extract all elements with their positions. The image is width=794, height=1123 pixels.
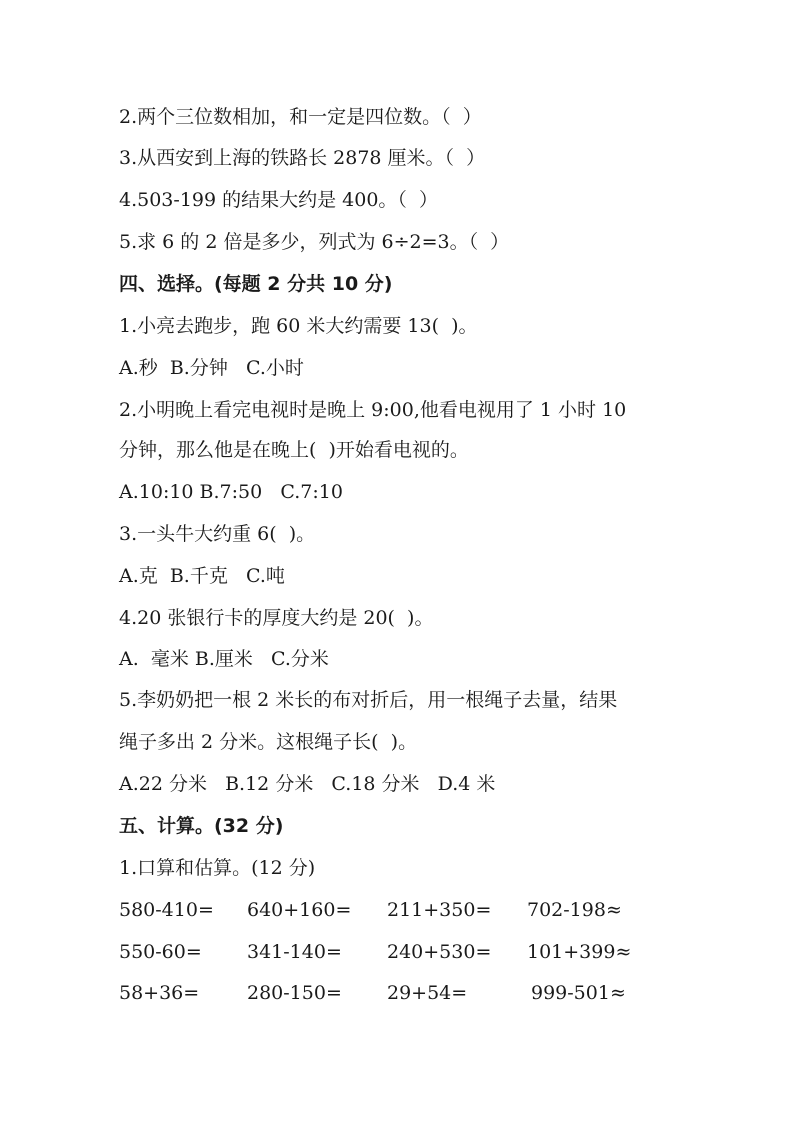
judge-item-5: 5.求 6 的 2 倍是多少，列式为 6÷2=3。（ ） bbox=[119, 231, 510, 253]
calc-cell: 58+36= bbox=[119, 982, 200, 1004]
choice-question-1: 1.小亮去跑步，跑 60 米大约需要 13( )。 bbox=[119, 315, 478, 337]
choice-options-4: A. 毫米 B.厘米 C.分米 bbox=[119, 648, 329, 670]
calc-cell: 640+160= bbox=[247, 899, 352, 921]
choice-question-2-line1: 2.小明晚上看完电视时是晚上 9:00,他看电视用了 1 小时 10 bbox=[119, 399, 627, 421]
choice-question-5-line1: 5.李奶奶把一根 2 米长的布对折后，用一根绳子去量，结果 bbox=[119, 689, 618, 711]
choice-question-5-line2: 绳子多出 2 分米。这根绳子长( )。 bbox=[119, 731, 418, 753]
calc-cell: 999-501≈ bbox=[531, 982, 626, 1004]
choice-question-4: 4.20 张银行卡的厚度大约是 20( )。 bbox=[119, 607, 434, 629]
calc-subheading-1: 1.口算和估算。(12 分) bbox=[119, 857, 316, 879]
judge-item-4: 4.503-199 的结果大约是 400。（ ） bbox=[119, 189, 439, 211]
choice-options-2: A.10:10 B.7:50 C.7:10 bbox=[119, 481, 343, 503]
calc-cell: 550-60= bbox=[119, 941, 202, 963]
judge-item-2: 2.两个三位数相加，和一定是四位数。（ ） bbox=[119, 106, 482, 128]
calc-cell: 341-140= bbox=[247, 941, 342, 963]
choice-options-1: A.秒 B.分钟 C.小时 bbox=[119, 357, 304, 379]
choice-options-5: A.22 分米 B.12 分米 C.18 分米 D.4 米 bbox=[119, 773, 496, 795]
calc-cell: 580-410= bbox=[119, 899, 214, 921]
judge-item-3: 3.从西安到上海的铁路长 2878 厘米。（ ） bbox=[119, 147, 486, 169]
calc-cell: 240+530= bbox=[387, 941, 492, 963]
choice-question-2-line2: 分钟，那么他是在晚上( )开始看电视的。 bbox=[119, 439, 469, 461]
choice-question-3: 3.一头牛大约重 6( )。 bbox=[119, 523, 316, 545]
choice-options-3: A.克 B.千克 C.吨 bbox=[119, 565, 285, 587]
calc-cell: 101+399≈ bbox=[527, 941, 632, 963]
section-choice-heading: 四、选择。(每题 2 分共 10 分) bbox=[119, 273, 393, 295]
calc-cell: 280-150= bbox=[247, 982, 342, 1004]
calc-cell: 702-198≈ bbox=[527, 899, 622, 921]
calc-cell: 29+54= bbox=[387, 982, 468, 1004]
section-calc-heading: 五、计算。(32 分) bbox=[119, 815, 284, 837]
calc-cell: 211+350= bbox=[387, 899, 492, 921]
